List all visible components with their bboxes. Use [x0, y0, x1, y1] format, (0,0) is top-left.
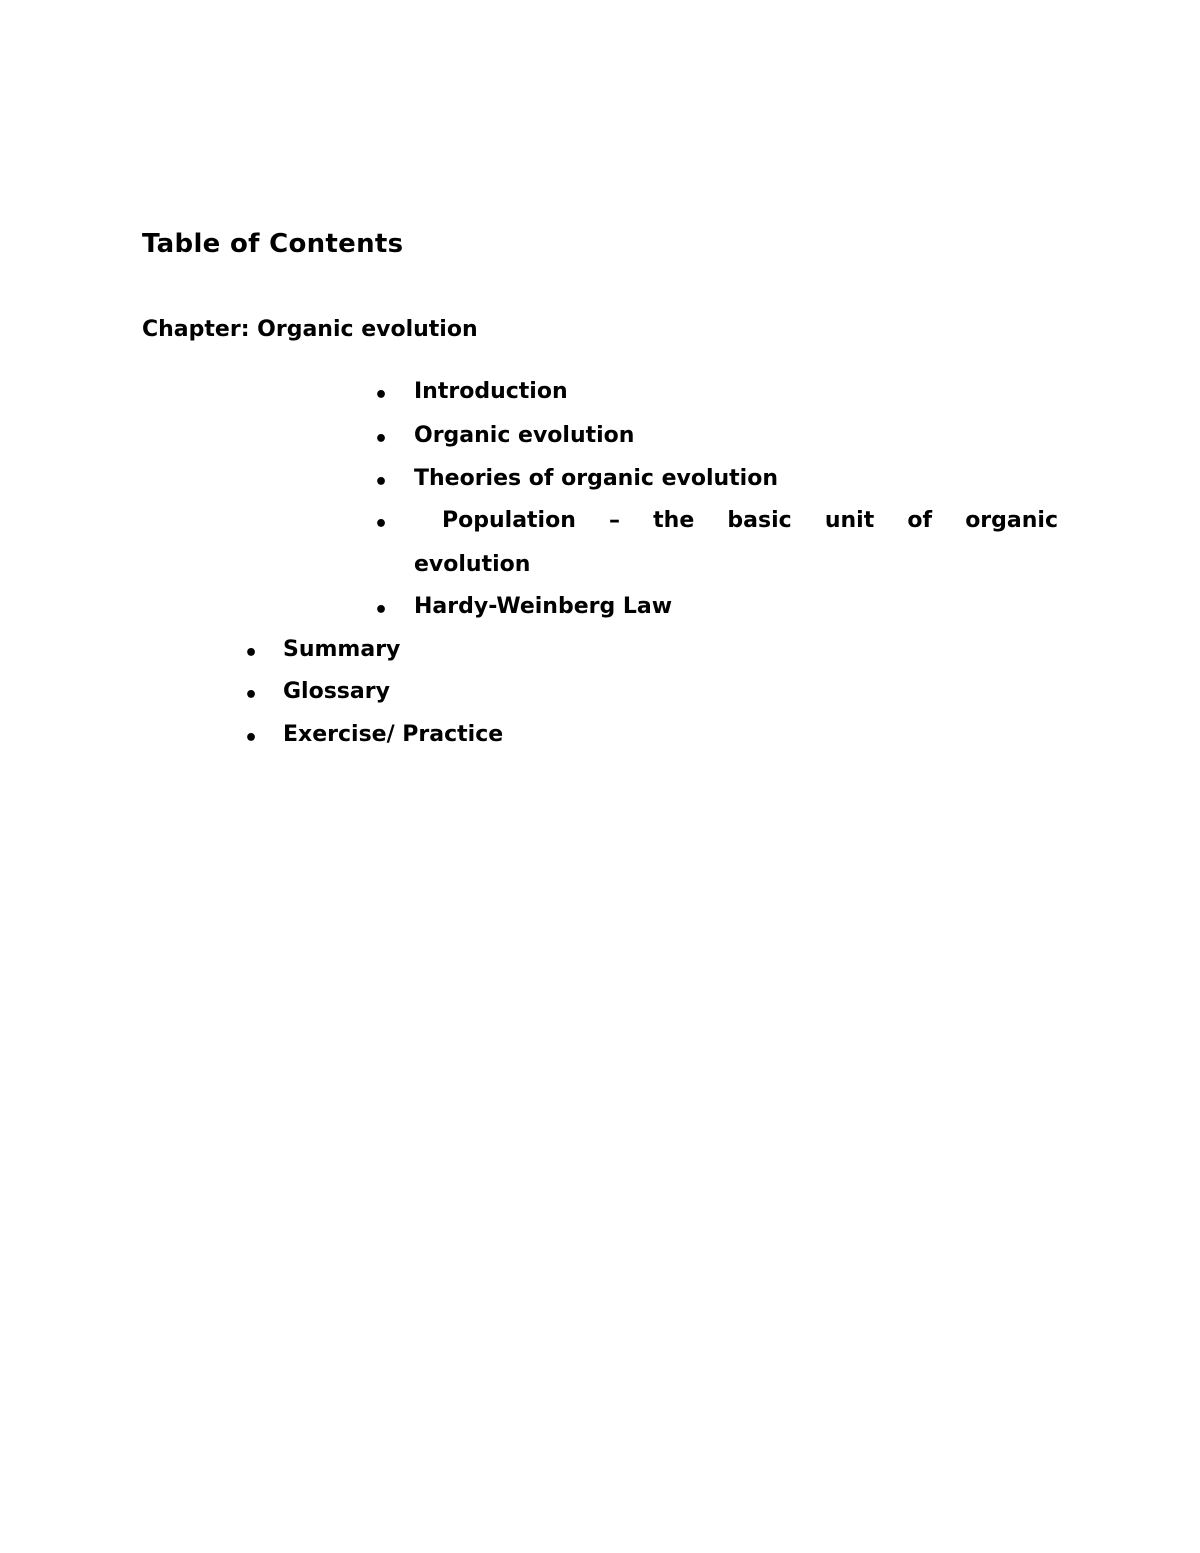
- word: organic: [965, 508, 1058, 533]
- page-title: Table of Contents: [142, 229, 404, 259]
- list-item-label: Glossary: [283, 679, 390, 704]
- word: basic: [727, 508, 792, 533]
- word: –: [609, 508, 621, 533]
- bullet-icon: •: [244, 683, 259, 708]
- list-item-label: Introduction: [414, 379, 568, 404]
- bullet-icon: •: [374, 427, 389, 452]
- population-line-2: evolution: [414, 552, 531, 577]
- list-item-label: Exercise/ Practice: [283, 722, 504, 747]
- word: the: [653, 508, 695, 533]
- bullet-icon: •: [374, 470, 389, 495]
- bullet-icon: •: [374, 383, 389, 408]
- bullet-icon: •: [244, 641, 259, 666]
- bullet-icon: •: [244, 726, 259, 751]
- list-item-label: Organic evolution: [414, 423, 635, 448]
- word: unit: [824, 508, 875, 533]
- population-line-1: [414, 508, 1058, 533]
- list-item-label: Hardy-Weinberg Law: [414, 594, 673, 619]
- list-item-label: Summary: [283, 637, 401, 662]
- bullet-icon: •: [374, 512, 389, 537]
- bullet-icon: •: [374, 598, 389, 623]
- list-item-label: Theories of organic evolution: [414, 466, 778, 491]
- chapter-heading: Chapter: Organic evolution: [142, 317, 478, 342]
- word: Population: [442, 508, 576, 533]
- word: of: [907, 508, 933, 533]
